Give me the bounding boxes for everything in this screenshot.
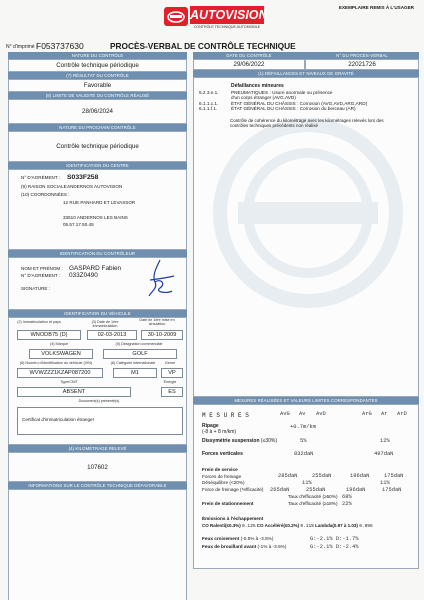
mileage-value: 107602 [8, 452, 187, 482]
service-brake-title: Frein de service [202, 467, 238, 472]
result-header: (7) RÉSULTAT DU CONTRÔLE [8, 72, 187, 79]
co-idle-value: 0.12% [242, 524, 256, 529]
imbalance-rear: 11% [380, 480, 390, 486]
signature-label: SIGNATURE : [21, 286, 51, 291]
validity-value: 28/06/2024 [8, 99, 187, 124]
col-head-ard: ArD [397, 411, 407, 417]
defect-row [199, 90, 414, 101]
address-line-2: 33510 ANDERNOS LES BAINS [63, 215, 128, 220]
minor-defects-title: Défaillances mineures [231, 83, 284, 89]
co-idle-label: CO Ralenti(≤0.3%) [202, 523, 241, 528]
controller-name: GASPARD Fabien [69, 265, 122, 272]
mileage-note: Contrôle de cohérence du kilométrage avec les kilométrages relevés lors des contrôles techniques précédents non réalisé [230, 118, 384, 129]
nature-header: NATURE DU CONTRÔLE [8, 52, 187, 59]
ripage-value: +0.7m/km [290, 424, 316, 430]
controller-agreement-label: N° D'AGRÉMENT : [21, 273, 61, 278]
efficiency-value: 68% [342, 494, 352, 500]
vin-value: WVWZZZ1KZAP087200 [17, 368, 103, 378]
center-agreement: S033F258 [67, 174, 99, 181]
print-number: F053737630 [36, 41, 84, 51]
logo-emblem-icon [164, 7, 188, 26]
defect-text: ÉTAT GÉNÉRAL DU CHÂSSIS : Corrosion (AVG,AVD,ARG,ARD) [231, 100, 368, 106]
genre-value: VP [161, 368, 183, 378]
parking-brake-title: Frein de stationnement [202, 501, 254, 506]
park-force-ard: 175daN [382, 487, 402, 493]
mileage-header: (4) KILOMÉTRAGE RELEVÉ [8, 445, 187, 452]
center-header: IDENTIFICATION DU CENTRE [8, 162, 187, 169]
fog-light-limit: (-1% à -3.5%) [257, 544, 287, 549]
dissymmetry-limit: (≤30%) [260, 438, 278, 444]
parking-efficiency-label: Taux d'efficacité [288, 501, 322, 506]
first-circulation-label: Date de 1ère mise en circulation [139, 318, 175, 326]
coords-label: (10) COORDONNÉES : [21, 192, 70, 197]
low-beam-limit: (-0.5% à -3.5%) [240, 536, 274, 541]
defect-text: PNEUMATIQUES : Usure anormale ou présence d'un corps étranger (AVG,AVD) [231, 90, 333, 101]
category-label: (6) Catégorie internationale [110, 361, 156, 365]
date-value: 29/06/2022 [193, 59, 305, 70]
defect-code: 5.2.3.e.1. [199, 90, 219, 95]
emissions-title: Émissions à l'échappement [202, 516, 264, 521]
ripage-limit: (-8 à + 8 m/km) [202, 429, 237, 435]
ripage-label: Ripage [202, 423, 219, 429]
validity-header: (8) LIMITE DE VALIDITÉ DU CONTRÔLE RÉALISÉ [8, 92, 187, 99]
co-accel-value: 0.11% [300, 524, 314, 529]
efficiency-limit: (≥50%) [322, 494, 338, 499]
first-reg-label: (3) Date de 1ère immatriculation [91, 320, 119, 328]
company-label: (9) RAISON SOCIALE : [21, 184, 70, 189]
vertical-forces-rear: 497daN [374, 451, 394, 457]
defect-row [199, 106, 414, 111]
type-value: ABSENT [17, 387, 131, 397]
defects-list [199, 90, 414, 112]
park-force-label: Force de freinage (*efficacité) [202, 487, 264, 492]
address-line-1: 12 RUE PANHARD ET LEVASSOR [63, 200, 136, 205]
center-agreement-label: N° D'AGRÉMENT : [21, 175, 61, 180]
documents-label: Document(s) présenté(s) [78, 399, 120, 403]
imbalance-front: 11% [302, 480, 312, 486]
defect-code: 6.1.1.c.1. [199, 100, 219, 106]
vehicle-header: IDENTIFICATION DU VÉHICULE [8, 310, 187, 317]
make-label: (4) Marque [49, 342, 69, 346]
controller-name-label: NOM ET PRÉNOM : [21, 266, 63, 271]
first-circulation-value: 30-10-2009 [141, 330, 183, 340]
col-head-av: Av [299, 411, 306, 417]
brake-force-ard: 175daN [384, 473, 404, 479]
lambda-value: 0.996 [359, 524, 373, 529]
genre-label: Genre [164, 361, 176, 365]
parking-efficiency-value: 22% [342, 501, 352, 507]
energy-value: ES [161, 387, 183, 397]
documents-value: Certificat d'immatriculation étranger [17, 407, 183, 435]
unfavorable-info-box [8, 489, 187, 600]
co-accel-label: CO Accéléré(≤0.2%) [256, 523, 300, 528]
pv-value: 22021726 [305, 59, 419, 70]
next-control-header: NATURE DU PROCHAIN CONTRÔLE [8, 124, 187, 131]
measures-header: MESURES RÉALISÉES ET VALEURS LIMITES CORRESPONDANTES [193, 397, 419, 404]
brake-force-avg: 285daN [278, 473, 298, 479]
efficiency-label: Taux d'efficacité [288, 494, 322, 499]
watermark-logo [208, 118, 408, 308]
logo-tagline: CONTRÔLE TECHNIQUE AUTOMOBILE [193, 25, 261, 29]
brake-force-arg: 196daN [350, 473, 370, 479]
defect-code: 6.1.1.f.1. [199, 106, 218, 112]
make-value: VOLKSWAGEN [29, 349, 93, 359]
registration-value: WNODB75 (D) [17, 330, 81, 340]
document-title: PROCÈS-VERBAL DE CONTRÔLE TECHNIQUE [110, 41, 296, 51]
measures-title: M E S U R E S [202, 412, 249, 419]
result-value: Favorable [8, 79, 187, 92]
next-control-value: Contrôle technique périodique [8, 131, 187, 162]
company-name: ANDERNOS AUTOVISION [67, 184, 123, 189]
park-force-avg: 265daN [270, 487, 290, 493]
controller-header: IDENTIFICATION DU CONTRÔLEUR [8, 250, 187, 257]
measures-section [193, 404, 419, 569]
category-value: M1 [113, 368, 157, 378]
center-phone: 05.57.17.50.45 [63, 222, 94, 227]
model-label: (5) Désignation commerciale [115, 342, 163, 346]
center-section [8, 169, 187, 250]
col-head-avd: AvD [316, 411, 326, 417]
brake-force-label: Forces de freinage [202, 474, 242, 479]
nature-value: Contrôle technique périodique [8, 59, 187, 72]
parking-efficiency-limit: (≥18%) [322, 501, 338, 506]
defects-header: (1) DÉFAILLANCES ET NIVEAUX DE GRAVITÉ [193, 70, 419, 77]
signature-image [146, 258, 176, 298]
first-reg-value: 02-03-2013 [87, 330, 137, 340]
date-header: DATE DU CONTRÔLE [193, 52, 305, 59]
fog-light-label: Feux de brouillard avant [202, 544, 257, 549]
controller-section [8, 257, 187, 310]
col-head-ar: Ar [381, 411, 388, 417]
copy-label: EXEMPLAIRE REMIS À L'USAGER [338, 5, 414, 10]
fog-light-value: G:-2.1% D:-2.4% [310, 544, 359, 550]
dissymmetry-front: 5% [300, 438, 307, 444]
lambda-label: Lambda(0.97 à 1.03) [315, 523, 358, 528]
low-beam-label: Feux croisement [202, 536, 240, 541]
reg-label: (2) Immatriculation et pays [17, 320, 61, 324]
vehicle-section [8, 317, 187, 445]
low-beam-value: G:-2.1% D:-1.7% [310, 536, 359, 542]
energy-label: Énergie [163, 380, 177, 384]
logo-text: AUTOVISION [190, 8, 268, 22]
pv-header: N° DU PROCÈS-VERBAL [305, 52, 419, 59]
park-force-arg: 196daN [346, 487, 366, 493]
vertical-forces-front: 832daN [294, 451, 314, 457]
park-force-avd: 255daN [306, 487, 326, 493]
col-head-arg: ArG [362, 411, 372, 417]
type-label: Type/CNIT [60, 380, 78, 384]
defect-text: ÉTAT GÉNÉRAL DU CHÂSSIS : Corrosion du berceau (AR) [231, 106, 356, 112]
dissymmetry-label: Dissymétrie suspension [202, 438, 260, 444]
imbalance-label: Déséquilibre (<20%) [202, 480, 245, 485]
vertical-forces-label: Forces verticales [202, 451, 243, 457]
col-head-avg: AvG [280, 411, 290, 417]
vin-label: (6) Numéro d'identification du véhicule (VIN) [19, 361, 93, 365]
logo [164, 5, 268, 30]
defects-section [193, 77, 419, 397]
print-number-label: N° d'imprimé : [6, 44, 38, 50]
unfavorable-info-header: INFORMATIONS SUR LE CONTRÔLE TECHNIQUE DÉFAVORABLE [8, 482, 187, 489]
dissymmetry-rear: 12% [380, 438, 390, 444]
brake-force-avd: 255daN [312, 473, 332, 479]
model-value: GOLF [103, 349, 177, 359]
controller-agreement: 033Z0490 [69, 272, 98, 279]
